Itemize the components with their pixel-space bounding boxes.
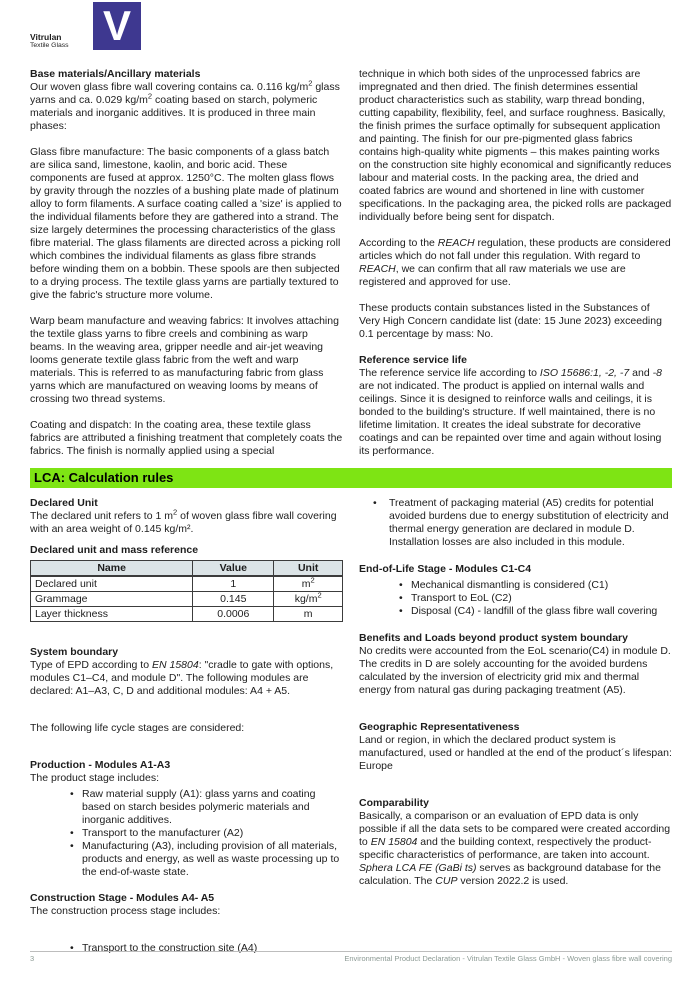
cell-name: Grammage (31, 592, 193, 607)
cell-name: Layer thickness (31, 607, 193, 622)
declared-unit-table (30, 560, 343, 622)
paragraph-svhc: These products contain substances listed in the Substances of Very High Concern candidate list (date: 15 June 2023) exceeding 0.1 percentage by mass: No. (359, 302, 662, 340)
paragraph-declared-unit: The declared unit refers to 1 $m^2$ of woven glass fibre wall covering with an area weight of 0.145 kg/m². (30, 507, 337, 535)
brand-subtitle: Textile Glass (30, 42, 69, 49)
paragraph-construction-intro: The construction process stage includes: (30, 905, 221, 917)
paragraph-finish-technique: technique in which both sides of the unprocessed fabrics are impregnated and then dried. The finish determines essential product characteristics such as stability, warp thread bonding, cutting capability, flexibility, feel, and surface roughness. Basically, the finish primes the surface optimally for subsequent application and painting. The finish for our pre-pigmented glass fabrics contains high-quality white pigments – this makes painting works on the construction site highly economical and significantly reduces labour and material costs. In the packing area, the dried and coated fabrics are wound and shortened in line with customer specifications. In the packaging area, the picked rolls are packaged individually before being sent for dispatch. (359, 68, 672, 223)
heading-reference-service-life: Reference service life (359, 354, 467, 366)
page-header (30, 0, 672, 60)
heading-declared-unit-table: Declared unit and mass reference (30, 544, 199, 556)
list-item: • Manufacturing (A3), including provision of all materials, products and energy, as well as waste processing up to the end-of-waste state. (70, 840, 343, 879)
list-item: • Disposal (C4) - landfill of the glass fibre wall covering (399, 605, 672, 618)
heading-declared-unit: Declared Unit (30, 497, 98, 509)
col-header-value: Value (193, 561, 274, 577)
list-item: • Transport to the construction site (A4) (70, 942, 343, 955)
logo-letter-v: V (102, 2, 131, 49)
paragraph-life-cycle-stages: The following life cycle stages are considered: (30, 722, 245, 734)
list-item: • Raw material supply (A1): glass yarns and coating based on starch besides polymeric materials and inorganic additives. (70, 788, 343, 827)
heading-comparability: Comparability (359, 797, 430, 809)
paragraph-reference-service-life: The reference service life according to ISO 15686:1, -2, -7 and -8 are not indicated. The product is applied on internal walls and ceilings. Since it is designed to reinforce walls and ceilings, it is bonded to the building's structure. If well maintained, there is no lifetime limitation. It creates the ideal substrate for decorative coatings and can be repainted over time and again without losing its performance. (359, 367, 662, 457)
paragraph-system-boundary: Type of EPD according to EN 15804: "cradle to gate with options, modules C1–C4, and module D". The following modules are declared: A1–A3, C, D and additional modules: A4 + A5. (30, 659, 334, 697)
brand-name: Vitrulan (30, 32, 62, 42)
cell-value: 0.0006 (193, 607, 274, 622)
page-footer (30, 951, 672, 963)
table-row (31, 592, 343, 607)
paragraph-background-database: Sphera LCA FE (GaBi ts) serves as background database for the calculation. The CUP version 2022.2 is used. (359, 862, 661, 887)
production-bullet-list (30, 788, 343, 879)
paragraph-comparability: Basically, a comparison or an evaluation of EPD data is only possible if all the data sets to be compared were created according to EN 15804 and the building context, respectively the product-specific characteristics of performance, are taken into account. (359, 810, 671, 861)
top-columns (30, 68, 672, 458)
paragraph-coating-dispatch: Coating and dispatch: In the coating area, these textile glass fabrics are attributed a finishing treatment that completely coats the fabrics. The finish is normally applied using a special (30, 419, 343, 457)
paragraph-production-intro: The product stage includes: (30, 772, 159, 784)
table-header-row (31, 561, 343, 577)
paragraph-geographic: Land or region, in which the declared product system is manufactured, used or handled at the end of the product´s lifespan: Europe (359, 734, 672, 772)
list-item: • Transport to the manufacturer (A2) (70, 827, 343, 840)
paragraph-reach: According to the REACH regulation, these products are considered articles which do not fall under this regulation. With regard to REACH, we can confirm that all raw materials we use are registered and approved for use. (359, 237, 671, 288)
brand-block (30, 33, 69, 50)
cell-unit: m (274, 607, 343, 622)
bottom-columns (30, 497, 672, 955)
bottom-right-column (359, 497, 672, 955)
cell-value: 0.145 (193, 592, 274, 607)
end-of-life-bullet-list (359, 579, 672, 618)
col-header-name: Name (31, 561, 193, 577)
heading-construction-a4-a5: Construction Stage - Modules A4- A5 (30, 892, 215, 904)
list-item: • Mechanical dismantling is considered (C1) (399, 579, 672, 592)
paragraph-glass-fibre-manufacture: Glass fibre manufacture: The basic components of a glass batch are silica sand, limestone, kaolin, and boric acid. These components are fused at approx. 1250°C. The molten glass flows by gravity through the nozzles of a bushing plate made of platinum alloy to form filaments. A surface coating called a 'size' is applied to the individual filaments before they are gathered into a strand. The size largely determines the processing characteristics of the glass fibre material. The glass filaments are directed across a picking roll which combines the individual filaments as glass fibre strands before winding them on a bobbin. These spools are then subjected to a drying process. The textile glass yarns are partially textured to give the fabric's structure more volume. (30, 146, 342, 301)
cell-value: 1 (193, 576, 274, 592)
bottom-left-column (30, 497, 343, 955)
heading-geographic-representativeness: Geographic Representativeness (359, 721, 520, 733)
installation-a5-bullet-list (359, 497, 672, 549)
cell-name: Declared unit (31, 576, 193, 592)
top-left-column (30, 68, 343, 458)
section-banner-lca-calculation-rules: LCA: Calculation rules (30, 468, 672, 488)
cell-unit: $kg/m^2$ (274, 592, 343, 607)
top-right-column (359, 68, 672, 458)
cell-unit: $m^2$ (274, 576, 343, 592)
footer-citation: Environmental Product Declaration - Vitrulan Textile Glass GmbH - Woven glass fibre wall covering (344, 954, 672, 963)
paragraph-base-materials-1: Our woven glass fibre wall covering contains ca. 0.116 $kg/m^2$ glass yarns and ca. 0.029 $kg/m^2$ coating based on starch, polymeric materials and inorganic additives. It is produced in three main phases: (30, 78, 340, 132)
list-item: • Transport to EoL (C2) (399, 592, 672, 605)
vitrulan-logo (93, 2, 141, 50)
col-header-unit: Unit (274, 561, 343, 577)
heading-end-of-life-c1-c4: End-of-Life Stage - Modules C1-C4 (359, 563, 532, 575)
paragraph-benefits-loads: No credits were accounted from the EoL scenario(C4) in module D. The credits in D are solely accounting for the avoided burdens calculated by the inversion of electricity grid mix and thermal energy from natural gas during packaging treatment (A5). (359, 645, 671, 696)
table-row (31, 607, 343, 622)
list-item: • Treatment of packaging material (A5) credits for potential avoided burdens due to energy substitution of electricity and thermal energy generation are declared in module D. Installation losses are also included in this module. (373, 497, 672, 549)
paragraph-warp-beam: Warp beam manufacture and weaving fabrics: It involves attaching the textile glass yarns to fibre creels and combining as warp beams. In the weaving area, gripper needle and air-jet weaving looms generate textile glass fabric from the weft and warp materials. This is referred to as manufacturing fabric from glass yarns which are manufactured on weaving looms by means of crossing two thread systems. (30, 315, 339, 405)
heading-production-a1-a3: Production - Modules A1-A3 (30, 759, 171, 771)
heading-system-boundary: System boundary (30, 646, 119, 658)
table-row (31, 576, 343, 592)
page-number: 3 (30, 954, 35, 963)
heading-benefits-loads: Benefits and Loads beyond product system boundary (359, 632, 628, 644)
heading-base-materials: Base materials/Ancillary materials (30, 68, 201, 80)
